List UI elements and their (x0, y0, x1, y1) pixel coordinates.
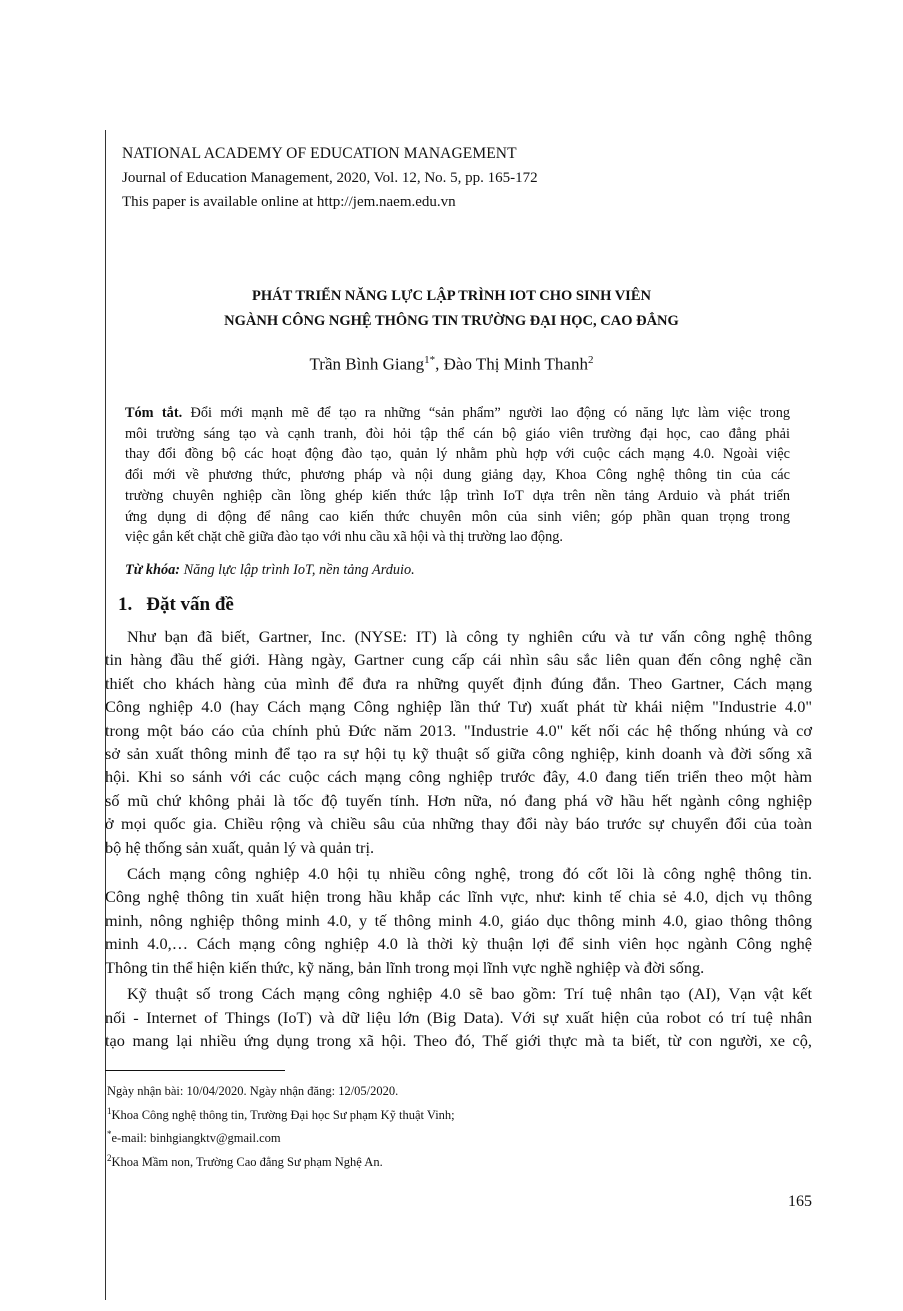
abstract-line-text: môi trường sáng tạo và cạnh tranh, đòi hỏi tập thể cán bộ giáo viên trường đại học, cao đẳng phải (125, 425, 790, 442)
body-line: Công nghệ thông tin xuất hiện trong hầu khắp các lĩnh vực, như: kinh tế chia sẻ 4.0, dịch vụ thông (105, 887, 812, 907)
body-text (105, 625, 812, 1055)
authors (0, 354, 903, 375)
body-line: minh, nông nghiệp thông minh 4.0, y tế thông minh 4.0, giáo dục thông minh 4.0, giao thông thông (105, 910, 812, 930)
footnotes (107, 1082, 455, 1172)
journal-header (122, 142, 538, 214)
footnote-rule (105, 1070, 285, 1071)
abstract-line (125, 507, 790, 528)
keywords-label: Từ khóa: (125, 562, 181, 578)
body-line: Kỹ thuật số trong Cách mạng công nghiệp 4.0 sẽ bao gồm: Trí tuệ nhân tạo (AI), Vạn vật kết (127, 984, 812, 1004)
paper-title (0, 284, 903, 334)
footnote-1-text: Khoa Công nghệ thông tin, Trường Đại học Sư phạm Kỹ thuật Vinh; (111, 1107, 455, 1122)
body-line: trong một báo cáo của chính phủ Đức năm 2013. "Industrie 4.0" kết nối các hệ thống nhúng và cơ (105, 720, 812, 740)
abstract-line (125, 424, 790, 445)
body-line: Thông tin thể hiện kiến thức, kỹ năng, bản lĩnh trong mọi lĩnh vực nghề nghiệp và đời sống. (105, 957, 705, 977)
footnote-dates: Ngày nhận bài: 10/04/2020. Ngày nhận đăng: 12/05/2020. (107, 1084, 399, 1098)
body-line: tạo mang lại nhiều ứng dụng trong xã hội. Theo đó, Thế giới thực mà ta biết, từ con người, xe cộ, (105, 1030, 812, 1050)
abstract-line-text: Đổi mới mạnh mẽ để tạo ra những “sản phẩm” người lao động có năng lực làm việc trong (182, 405, 790, 421)
author-1: Trần Bình Giang (309, 354, 425, 374)
paragraph (105, 862, 812, 979)
abstract (125, 403, 790, 548)
keywords-text: Năng lực lập trình IoT, nền tảng Arduio. (180, 562, 415, 578)
author-2-mark: 2 (587, 354, 594, 366)
body-line: ở mọi quốc gia. Chiều rộng và chiều sâu của những thay đổi này báo trước sự chuyển đổi của toàn (105, 814, 812, 834)
institution-name: NATIONAL ACADEMY OF EDUCATION MANAGEMENT (122, 145, 517, 162)
author-separator: , (435, 354, 444, 374)
abstract-line-text: thay đổi đồng bộ các hoạt động đào tạo, quản lý nhằm phù hợp với cuộc cách mạng 4.0. Ngoài việc (125, 446, 790, 463)
author-1-mark: 1* (424, 354, 436, 366)
body-line: Công nghiệp 4.0 (hay Cách mạng Công nghiệp lần thứ Tư) xuất phát từ khái niệm "Industrie 4.0" (105, 697, 812, 717)
footnote-2-text: Khoa Mầm non, Trường Cao đẳng Sư phạm Nghệ An. (111, 1154, 383, 1169)
title-line-1: PHÁT TRIỂN NĂNG LỰC LẬP TRÌNH IOT CHO SINH VIÊN (252, 288, 651, 304)
abstract-line-text: trường chuyên nghiệp cần lồng ghép kiến thức lập trình IoT dựa trên nền tảng Arduio và phát triển (125, 487, 790, 504)
page-number: 165 (788, 1193, 812, 1210)
body-line: bộ hệ thống sản xuất, quản lý và quản trị. (105, 837, 375, 857)
body-line: nối - Internet of Things (IoT) và dữ liệu lớn (Big Data). Với sự xuất hiện của robot có trí tuệ nhân (105, 1007, 812, 1027)
abstract-line-text: việc gắn kết chặt chẽ giữa đào tạo với nhu cầu xã hội và thị trường lao động. (125, 529, 563, 546)
paragraph (105, 982, 812, 1052)
paragraph (105, 625, 812, 859)
body-line: sở sản xuất thông minh để tạo ra sự hội tụ kỹ thuật số giữa công nghiệp, kinh doanh và đời sống xã (105, 744, 812, 764)
abstract-line (125, 465, 790, 486)
footnote-1 (107, 1102, 455, 1126)
section-title: Đặt vấn đề (146, 594, 234, 615)
body-line: hội. Khi so sánh với các cuộc cách mạng công nghiệp trước đây, 4.0 đang tiến triển theo một hàm (105, 767, 812, 787)
abstract-line-text: đổi mới về phương thức, phương pháp và nội dung giảng dạy, Khoa Công nghệ thông tin của các (125, 467, 790, 484)
abstract-line (125, 403, 790, 424)
abstract-line (125, 486, 790, 507)
body-line: tin hàng đầu thế giới. Hàng ngày, Gartner cung cấp cái nhìn sâu sắc liên quan đến công nghệ cần (105, 650, 812, 670)
body-line: số mũ chứ không phải là tốc độ tuyến tính. Hơn nữa, nó đang phá vỡ hầu hết ngành công nghiệp (105, 790, 812, 810)
body-line: minh 4.0,… Cách mạng công nghiệp 4.0 là thời kỳ thuận lợi để sinh viên học ngành Công nghệ (105, 934, 812, 954)
footnote-email (107, 1125, 455, 1149)
footnote-2 (107, 1149, 455, 1173)
footnote-2-mark: 2 (107, 1152, 112, 1163)
body-line: Cách mạng công nghiệp 4.0 hội tụ nhiều công nghệ, trong đó cốt lõi là công nghệ thông tin. (127, 864, 812, 884)
abstract-line (125, 444, 790, 465)
author-2: Đào Thị Minh Thanh (443, 354, 588, 374)
footnote-email-text: e-mail: binhgiangktv@gmail.com (111, 1131, 281, 1146)
abstract-line-text: ứng dụng di động để nâng cao kiến thức chuyên môn của sinh viên; góp phần quan trọng trong (125, 508, 790, 525)
journal-citation: Journal of Education Management, 2020, Vol. 12, No. 5, pp. 165-172 (122, 170, 538, 186)
body-line: thiết cho khách hàng của mình để đưa ra những quyết định đúng đắn. Theo Gartner, Cách mạng (105, 673, 812, 693)
title-line-2: NGÀNH CÔNG NGHỆ THÔNG TIN TRƯỜNG ĐẠI HỌC, CAO ĐẲNG (224, 313, 679, 329)
footnote-1-mark: 1 (107, 1105, 112, 1116)
availability-note: This paper is available online at http://jem.naem.edu.vn (122, 194, 456, 210)
body-line: Như bạn đã biết, Gartner, Inc. (NYSE: IT) là công ty nghiên cứu và tư vấn công nghệ thông (127, 627, 812, 646)
footnote-email-mark: * (107, 1129, 112, 1140)
section-number: 1. (118, 594, 133, 615)
abstract-label: Tóm tắt. (125, 405, 183, 421)
abstract-line (125, 527, 790, 548)
section-heading (118, 594, 234, 616)
keywords (125, 562, 415, 579)
